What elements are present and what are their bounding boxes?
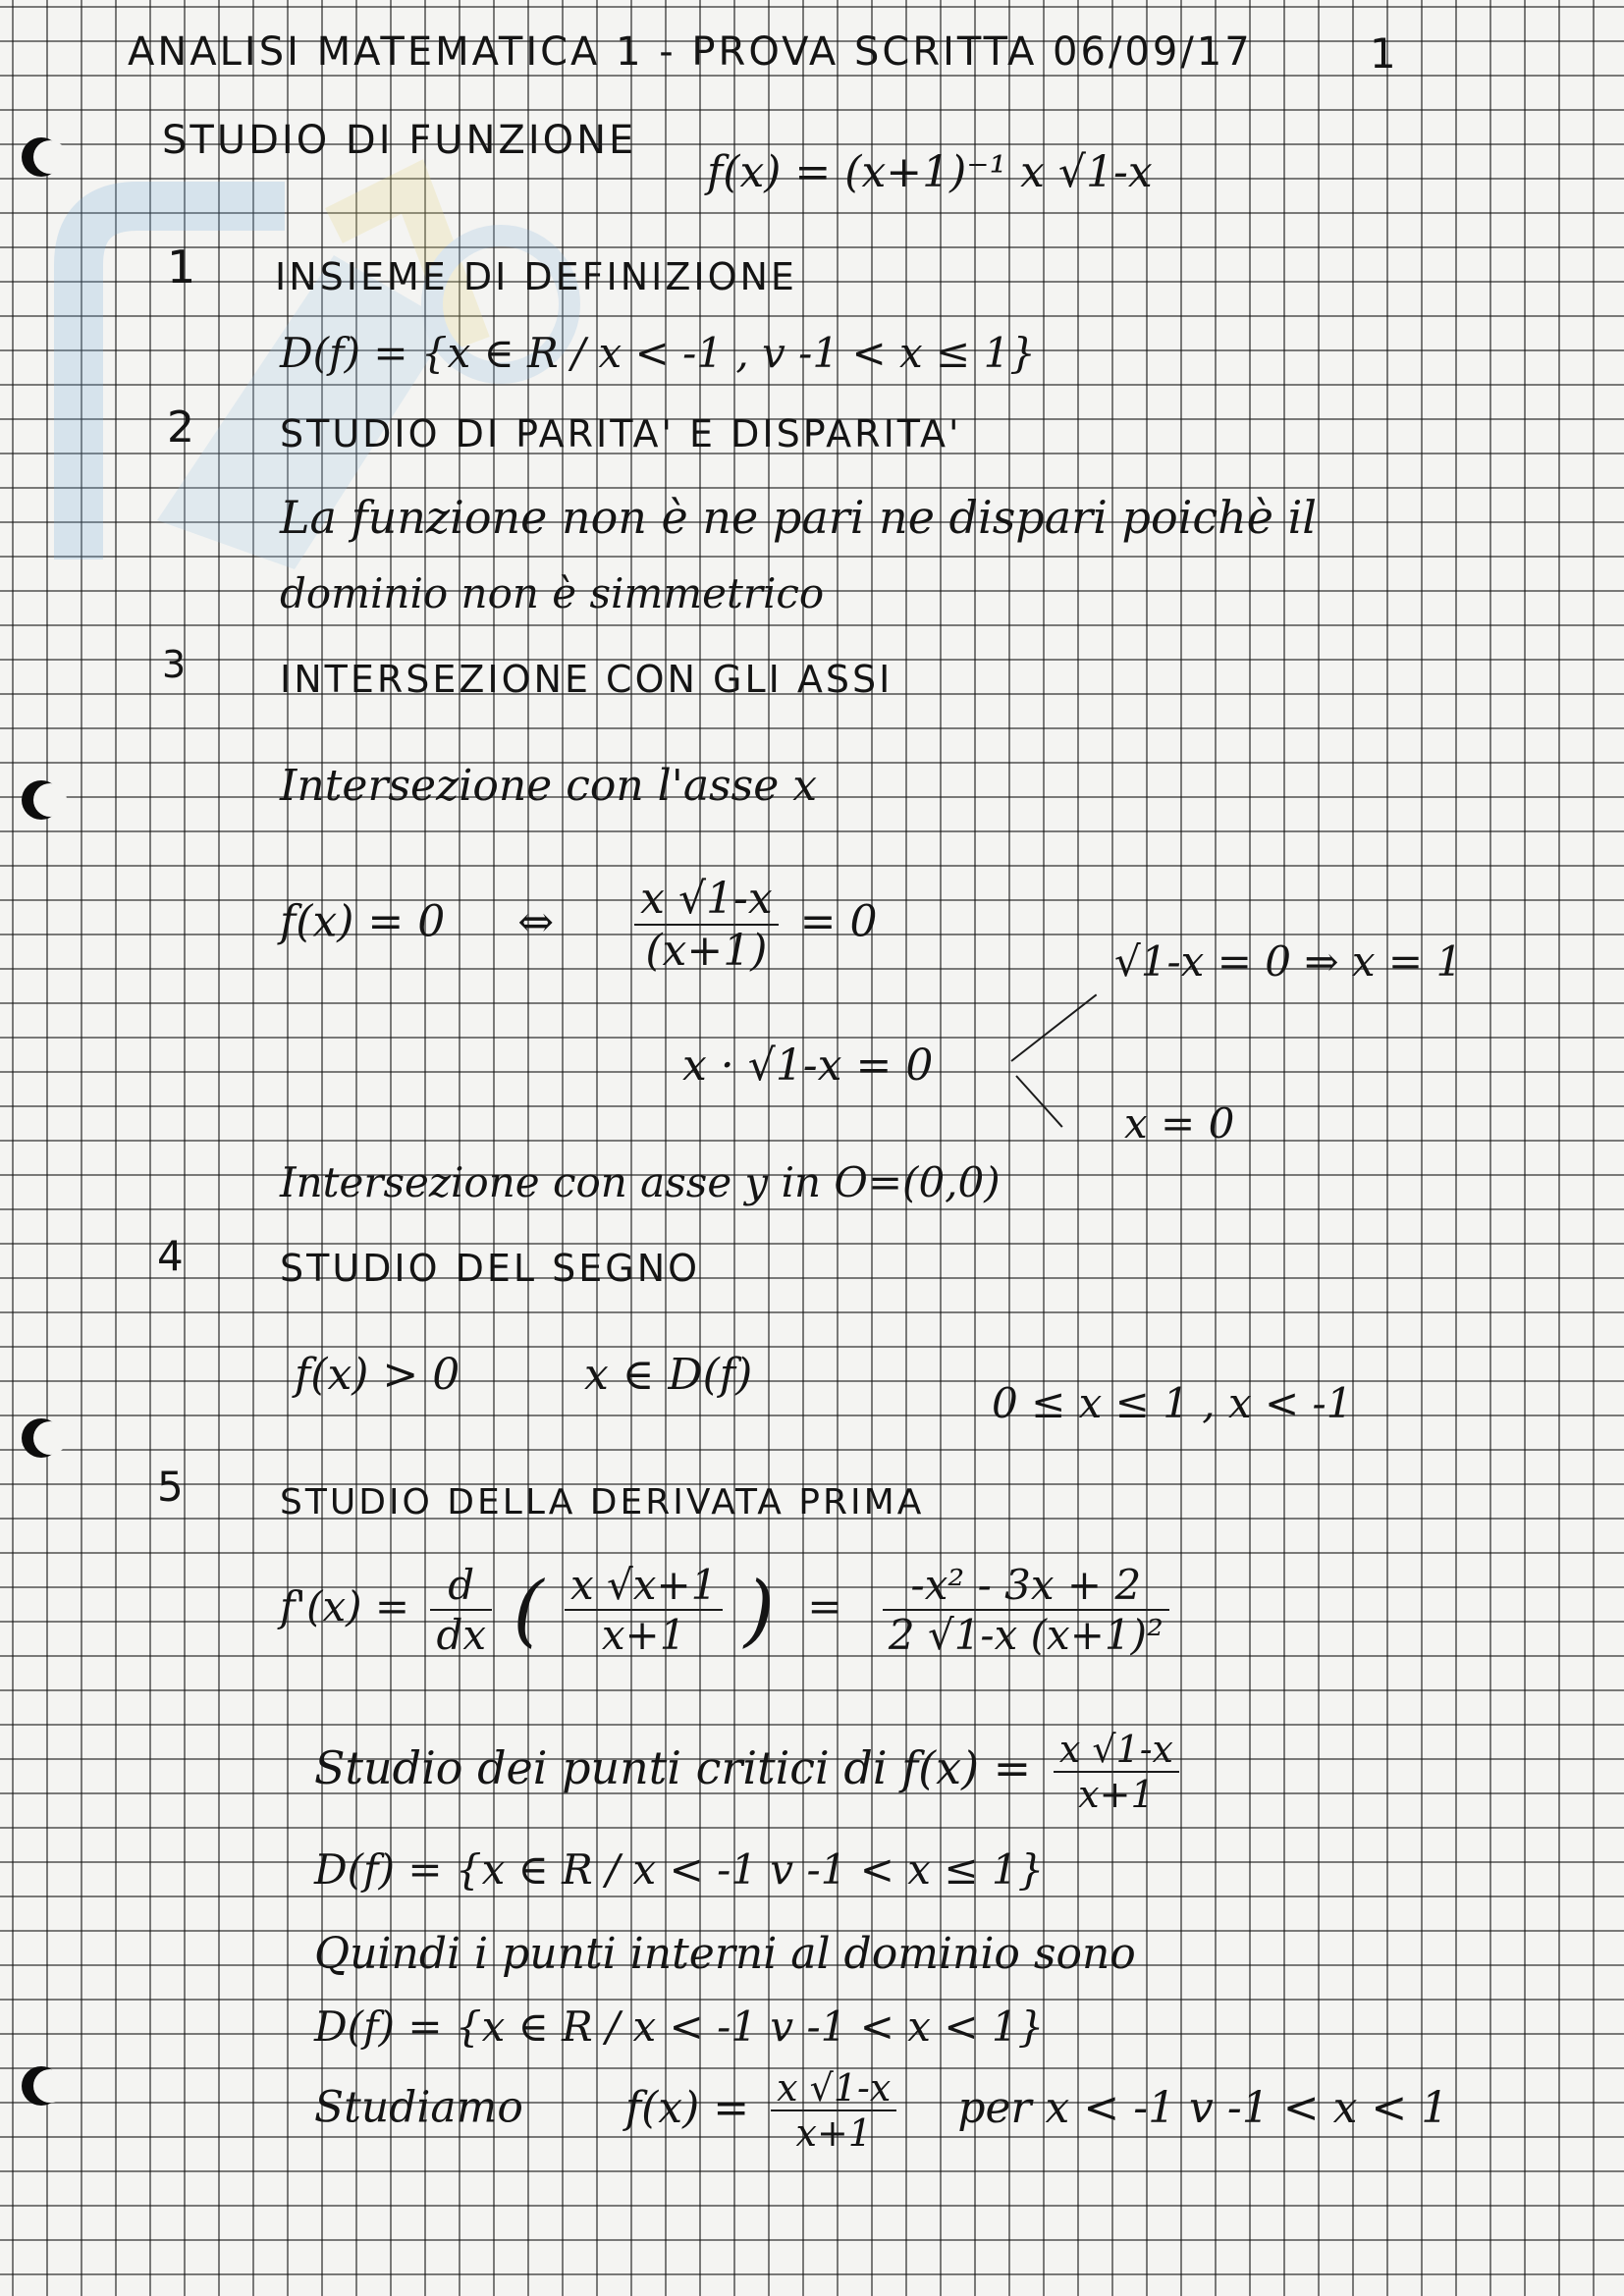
binder-hole-4 — [22, 2066, 61, 2106]
binder-hole-2 — [22, 780, 61, 820]
parity-text-line1: La funzione non è ne pari ne dispari poichè il — [280, 491, 1318, 544]
section-heading-function-study: STUDIO DI FUNZIONE — [162, 118, 637, 163]
page-title: ANALISI MATEMATICA 1 - PROVA SCRITTA 06/09/17 — [128, 29, 1253, 75]
page-number: 1 — [1370, 29, 1396, 78]
section-number-2: 2 — [167, 402, 194, 453]
interior-domain: D(f) = {x ∈ R / x < -1 v -1 < x < 1} — [314, 2002, 1045, 2051]
study-range: per x < -1 v -1 < x < 1 — [957, 2082, 1449, 2133]
study-function-lhs: f(x) = — [624, 2082, 750, 2133]
derivative-inner-den: x+1 — [601, 1611, 686, 1659]
derivative-operator — [430, 1561, 492, 1659]
function-formula: f(x) = (x+1)⁻¹ x √1-x — [707, 147, 1153, 197]
section-title-parity: STUDIO DI PARITA' E DISPARITA' — [280, 412, 962, 455]
study-function-den: x+1 — [795, 2111, 872, 2155]
x-axis-equation-rhs: = 0 — [799, 896, 878, 947]
fraction-denominator: (x+1) — [645, 926, 768, 976]
section-number-3: 3 — [162, 643, 187, 686]
section-number-5: 5 — [157, 1463, 184, 1511]
interior-points-label: Quindi i punti interni al dominio sono — [314, 1929, 1136, 1979]
branch-solution-top: √1-x = 0 ⇒ x = 1 — [1114, 937, 1463, 986]
section-title-domain: INSIEME DI DEFINIZIONE — [275, 255, 797, 298]
derivative-operator-num: d — [430, 1561, 492, 1611]
binder-hole-3 — [22, 1418, 61, 1458]
derivative-equals: = — [807, 1582, 842, 1630]
binder-hole-1 — [22, 137, 61, 177]
section-title-sign: STUDIO DEL SEGNO — [280, 1247, 701, 1290]
domain-definition: D(f) = {x ∈ R / x < -1 , v -1 < x ≤ 1} — [280, 329, 1037, 377]
study-statement — [314, 2066, 1448, 2155]
x-axis-equation-fraction — [634, 874, 779, 976]
x-axis-equation — [280, 874, 878, 976]
section-title-intersections: INTERSEZIONE CON GLI ASSI — [280, 658, 893, 701]
y-axis-intersection: Intersezione con asse y in O=(0,0) — [280, 1158, 1001, 1206]
study-function-fraction — [771, 2066, 896, 2155]
critical-points-function — [1054, 1728, 1179, 1816]
critical-points-function-num: x √1-x — [1054, 1728, 1179, 1773]
derivative-operator-den: dx — [436, 1611, 487, 1659]
sign-condition: f(x) > 0 — [295, 1350, 460, 1400]
x-axis-intersection-label: Intersezione con l'asse x — [280, 761, 818, 811]
fraction-numerator: x √1-x — [634, 874, 779, 926]
study-function-num: x √1-x — [771, 2066, 896, 2111]
critical-points-domain: D(f) = {x ∈ R / x < -1 v -1 < x ≤ 1} — [314, 1845, 1045, 1894]
derivative-inner-fraction — [565, 1561, 723, 1659]
critical-points-function-den: x+1 — [1078, 1773, 1155, 1816]
section-number-1: 1 — [167, 240, 196, 294]
derivative-result-num: -x² - 3x + 2 — [883, 1561, 1169, 1611]
x-axis-equation-lhs: f(x) = 0 — [280, 896, 446, 947]
derivative-inner-num: x √x+1 — [565, 1561, 723, 1611]
critical-points-intro-text: Studio dei punti critici di f(x) = — [314, 1741, 1032, 1794]
section-number-4: 4 — [157, 1232, 184, 1280]
parity-text-line2: dominio non è simmetrico — [280, 569, 825, 617]
derivative-result — [883, 1561, 1169, 1659]
derivative-lhs: f'(x) = — [280, 1582, 410, 1630]
derivative-equation: f'(x) = $\frac{d}{dx}$ ( $\frac{x √x+1}{x+1}$ ) = $\frac{\text{-x² - 3x + 2}}{\text{2 √1-x (x+1)²}}$ — [280, 1561, 1177, 1659]
sign-domain: x ∈ D(f) — [584, 1350, 753, 1400]
derivative-result-den: 2 √1-x (x+1)² — [888, 1611, 1164, 1659]
sign-result: 0 ≤ x ≤ 1 , x < -1 — [992, 1379, 1353, 1427]
equivalence-arrow: ⇔ — [517, 896, 555, 947]
product-equation: x · √1-x = 0 — [682, 1041, 934, 1091]
section-title-derivative: STUDIO DELLA DERIVATA PRIMA — [280, 1482, 925, 1522]
branch-solution-bottom: x = 0 — [1124, 1099, 1235, 1148]
study-label: Studiamo — [314, 2082, 523, 2133]
critical-points-intro — [314, 1728, 1187, 1816]
